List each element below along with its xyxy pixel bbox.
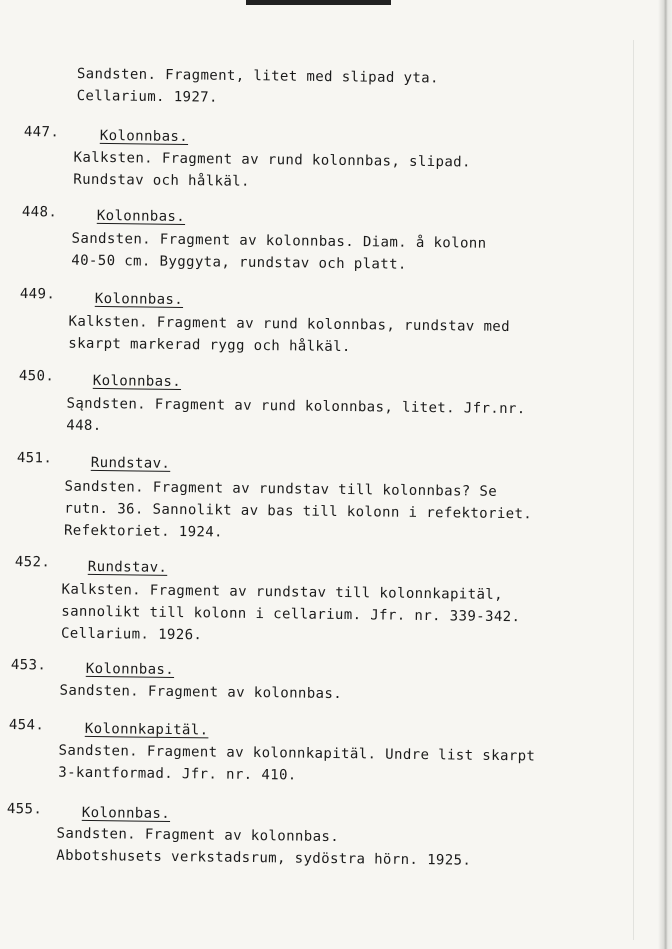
entry-line: Sandsten. Fragment av kolonnbas. [59, 682, 343, 703]
entry-title: Rundstav. [87, 558, 168, 576]
entry-line: 40-50 cm. Byggyta, rundstav och platt. [71, 252, 407, 273]
entry-title: Kolonnbas. [85, 660, 175, 678]
intro-line: Sandsten. Fragment, litet med slipad yta. [76, 66, 439, 87]
entry-number: 450. [18, 368, 55, 385]
entry-line: rutn. 36. Sannolikt av bas till kolonn i refektoriet. [64, 500, 533, 523]
entry-title: Kolonnbas. [92, 372, 182, 390]
entry-line: 448. [66, 417, 102, 435]
entry-line: Sąndsten. Fragment av rund kolonnbas, litet. Jfr.nr. [66, 395, 526, 418]
entry-number: 447. [23, 124, 60, 141]
entry-number: 454. [8, 717, 45, 734]
entry-line: Sandsten. Fragment av kolonnbas. [56, 825, 340, 846]
entry-line: Sandsten. Fragment av kolonnkapitäl. Undre list skarpt [58, 742, 536, 765]
entry-number: 451. [16, 450, 53, 467]
entry-number: 448. [21, 204, 58, 221]
intro-line: Cellarium. 1927. [76, 87, 218, 106]
entry-line: Rundstav och hålkäl. [73, 171, 250, 190]
entry-title: Kolonnbas. [81, 804, 171, 822]
entry-line: Sandsten. Fragment av kolonnbas. Diam. å kolonn [71, 230, 487, 252]
entry-line: Abbotshusets verkstadsrum, sydöstra hörn. 1925. [56, 847, 472, 869]
entry-line: 3-kantformad. Jfr. nr. 410. [58, 764, 297, 784]
entry-title: Kolonnbas. [96, 207, 186, 225]
entry-number: 452. [14, 554, 51, 571]
entry-line: skarpt markerad rygg och hålkäl. [68, 335, 351, 356]
entry-title: Kolonnkapitäl. [84, 720, 209, 739]
entry-number: 455. [6, 801, 43, 818]
entry-line: Refektoriet. 1924. [63, 522, 224, 541]
entry-number: 449. [19, 286, 56, 303]
entry-line: Kalksten. Fragment av rund kolonnbas, rundstav med [68, 313, 511, 335]
entry-title: Kolonnbas. [99, 127, 189, 146]
entry-line: sannolikt till kolonn i cellarium. Jfr. nr. 339-342. [61, 603, 521, 626]
entry-number: 453. [10, 657, 47, 674]
entry-line: Cellarium. 1926. [60, 625, 203, 644]
entry-title: Rundstav. [90, 454, 171, 472]
entry-line: Sandsten. Fragment av rundstav till kolonnbas? Se [64, 478, 498, 500]
entry-title: Kolonnbas. [94, 290, 184, 308]
entry-line: Kalksten. Fragment av rundstav till kolonnkapitäl, [61, 581, 504, 603]
entry-line: Kalksten. Fragment av rund kolonnbas, slipad. [73, 149, 471, 171]
